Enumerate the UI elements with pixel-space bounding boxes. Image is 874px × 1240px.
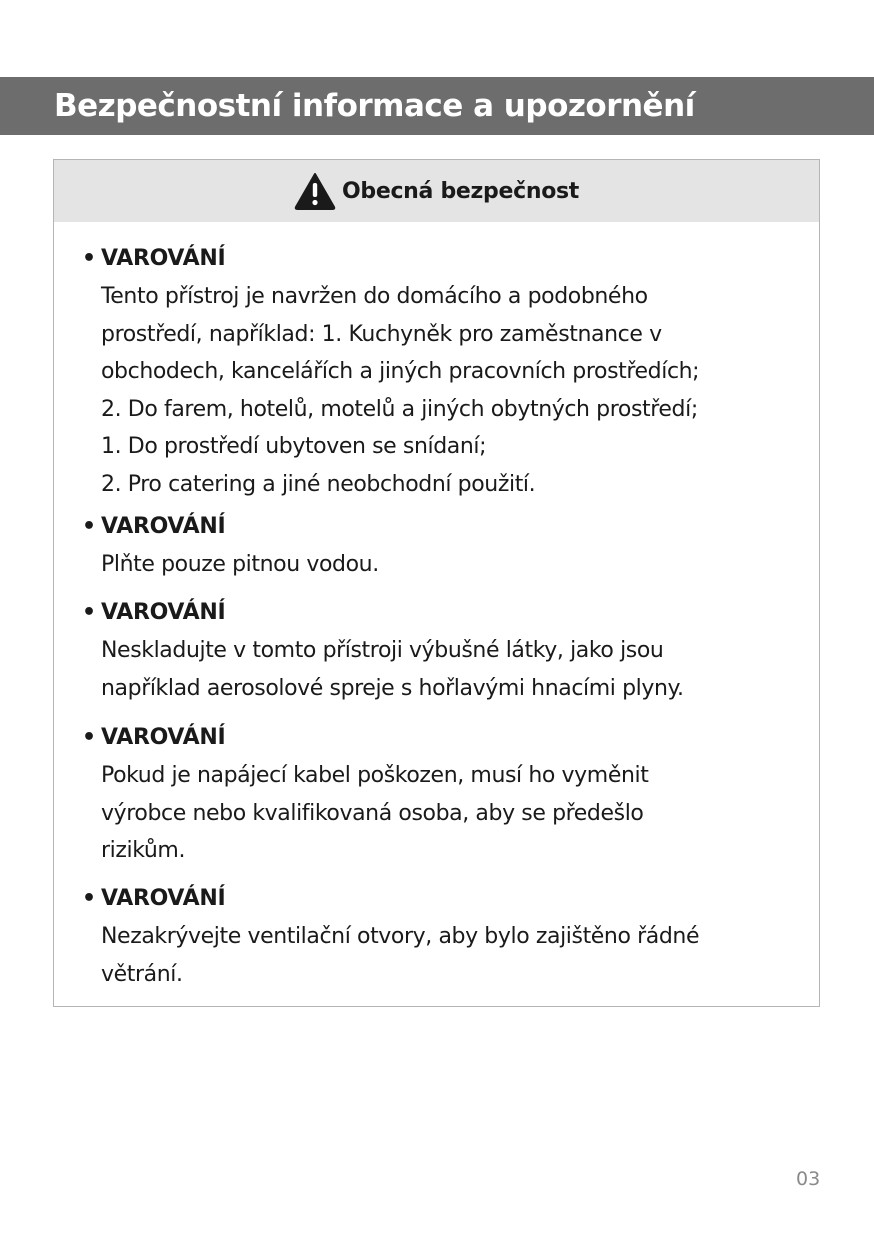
warning-label: VAROVÁNÍ — [101, 886, 226, 911]
bullet: • — [82, 725, 97, 750]
warning-line: například aerosolové spreje s hořlavými hnacími plyny. — [101, 675, 684, 701]
page-number: 03 — [796, 1168, 821, 1190]
section-title: Obecná bezpečnost — [341, 178, 580, 204]
warning-text — [101, 278, 699, 504]
warning-line: Tento přístroj je navržen do domácího a podobného — [101, 284, 648, 309]
warning-line: obchodech, kancelářích a jiných pracovních prostředích; — [101, 359, 700, 385]
warning-line: 2. Do farem, hotelů, motelů a jiných obytných prostředí; — [101, 396, 698, 422]
page-title: Bezpečnostní informace a upozornění — [54, 88, 695, 124]
warning-text — [101, 918, 699, 993]
warning-line: Neskladujte v tomto přístroji výbušné látky, jako jsou — [101, 638, 664, 663]
warning-line: 1. Do prostředí ubytoven se snídaní; — [101, 434, 487, 460]
warning-line: Nezakrývejte ventilační otvory, aby bylo zajištěno řádné — [101, 924, 700, 949]
warning-label: VAROVÁNÍ — [101, 246, 226, 271]
warning-line: rizikům. — [101, 838, 186, 864]
warning-line: prostředí, například: 1. Kuchyněk pro zaměstnance v — [101, 321, 662, 347]
warning-label: VAROVÁNÍ — [101, 600, 226, 625]
warning-line: větrání. — [101, 961, 183, 987]
bullet: • — [82, 246, 97, 271]
warning-text — [101, 632, 684, 707]
bullet: • — [82, 600, 97, 625]
warning-text — [101, 546, 379, 584]
warning-label: VAROVÁNÍ — [101, 514, 226, 539]
warning-line: výrobce nebo kvalifikovaná osoba, aby se předešlo — [101, 800, 644, 826]
warning-line: Pokud je napájecí kabel poškozen, musí ho vyměnit — [101, 763, 649, 788]
warning-line: 2. Pro catering a jiné neobchodní použití. — [101, 471, 536, 497]
warning-text — [101, 757, 648, 870]
safety-box — [53, 159, 820, 1007]
warning-triangle-icon — [294, 172, 336, 210]
warning-line: Plňte pouze pitnou vodou. — [101, 552, 379, 577]
bullet: • — [82, 886, 97, 911]
warning-label: VAROVÁNÍ — [101, 725, 226, 750]
safety-box-header — [54, 160, 819, 222]
bullet: • — [82, 514, 97, 539]
